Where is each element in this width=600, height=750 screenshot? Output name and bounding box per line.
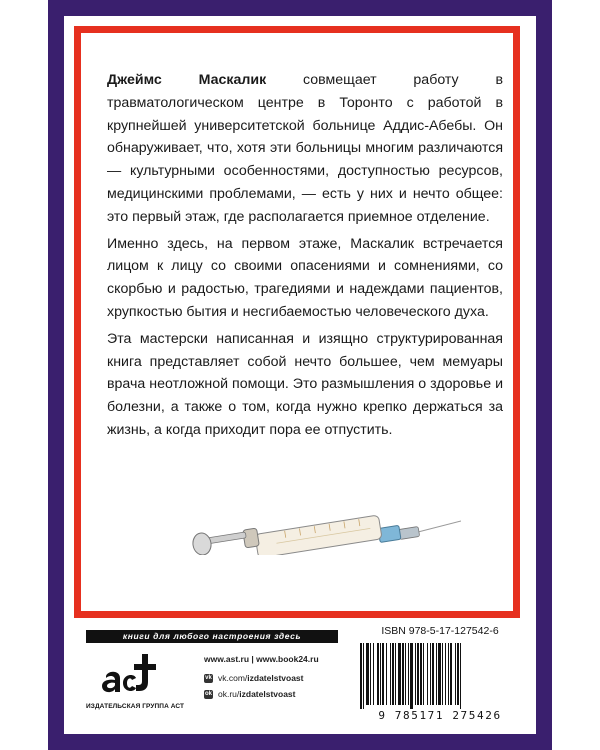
tagline-text: книги для любого настроения здесь xyxy=(122,631,302,641)
barcode-digits: 9 785171 275426 xyxy=(378,709,502,722)
barcode-bar xyxy=(438,643,441,705)
social-link-ok-prefix: ok.ru/ xyxy=(218,689,240,699)
publisher-links xyxy=(204,654,354,705)
barcode-bar xyxy=(408,643,409,705)
social-link-ok-handle: izdatelstvoast xyxy=(239,689,296,699)
barcode-bar xyxy=(415,643,416,705)
barcode-bar xyxy=(370,643,371,705)
social-link-vk-handle: izdatelstvoast xyxy=(247,673,304,683)
barcode-bar xyxy=(450,643,452,705)
back-cover-page xyxy=(64,16,536,734)
barcode-bar xyxy=(423,643,424,705)
publisher-caption: ИЗДАТЕЛЬСКАЯ ГРУППА АСТ xyxy=(86,703,185,710)
barcode xyxy=(354,641,526,709)
barcode-bar xyxy=(445,643,446,705)
barcode-bar xyxy=(402,643,404,705)
barcode-bar xyxy=(390,643,391,705)
barcode-bar xyxy=(427,643,428,705)
website-links[interactable]: www.ast.ru | www.book24.ru xyxy=(204,654,319,664)
barcode-bar xyxy=(432,643,434,705)
vk-icon: vk xyxy=(205,674,212,681)
blurb-paragraph-1-text: совмещает работу в травматологическом центре в Торонто с работой в крупнейшей университетской больнице Аддис-Абебы. Он обнаруживает, что, хотя эти больницы многим различаются — культурными особенностями, доступностью ресурсов, медицинскими проблемами, — есть у них и нечто общее: это первый этаж, где располагается приемное отделение. xyxy=(107,72,503,225)
barcode-bar xyxy=(377,643,379,705)
barcode-bar xyxy=(395,643,396,705)
barcode-bar xyxy=(386,643,387,705)
barcode-bar xyxy=(363,643,364,709)
barcode-bar xyxy=(410,643,413,709)
barcode-bar xyxy=(380,643,381,705)
blurb-paragraph-2: Именно здесь, на первом этаже, Маскалик встречается лицом к лицу со своими опасениями и сомнениями, со скорбью и радостью, трагедиями и надеждами пациентов, хрупкостью бытия и несгибаемостью человеческого духа. xyxy=(107,235,503,320)
social-link-ok[interactable] xyxy=(204,689,354,699)
ast-logo-icon xyxy=(96,650,156,700)
barcode-bar xyxy=(436,643,437,705)
social-link-vk-prefix: vk.com/ xyxy=(218,673,248,683)
syringe-icon xyxy=(186,505,461,555)
barcode-bar xyxy=(405,643,406,705)
barcode-bar xyxy=(417,643,419,705)
red-frame xyxy=(74,26,520,618)
blurb-paragraph-3: Эта мастерски написанная и изящно структурированная книга представляет собой нечто большее, чем мемуары врача неотложной помощи. Это размышления о здоровье и болезни, а также о том, когда нужно крепко держаться за жизнь, а когда приходит пора ее отпустить. xyxy=(107,330,503,438)
blurb-text xyxy=(107,69,503,446)
barcode-bar xyxy=(373,643,374,705)
barcode-bar xyxy=(442,643,443,705)
barcode-bar xyxy=(398,643,401,705)
tagline-bar xyxy=(86,630,338,643)
barcode-bar xyxy=(457,643,459,705)
barcode-bar xyxy=(366,643,369,705)
isbn-text: ISBN 978-5-17-127542-6 xyxy=(381,625,499,637)
blurb-paragraph-1 xyxy=(107,69,503,229)
author-name: Джеймс Маскалик xyxy=(107,72,267,88)
barcode-bar xyxy=(420,643,422,705)
barcode-bar xyxy=(392,643,394,705)
publisher-logo xyxy=(86,650,185,720)
barcode-bar xyxy=(448,643,449,705)
social-link-vk[interactable] xyxy=(204,673,354,683)
barcode-bar xyxy=(430,643,431,705)
barcode-bar xyxy=(460,643,461,709)
barcode-bar xyxy=(382,643,384,705)
barcode-bar xyxy=(360,643,362,709)
ok-icon: ok xyxy=(204,690,212,697)
barcode-bar xyxy=(455,643,456,705)
